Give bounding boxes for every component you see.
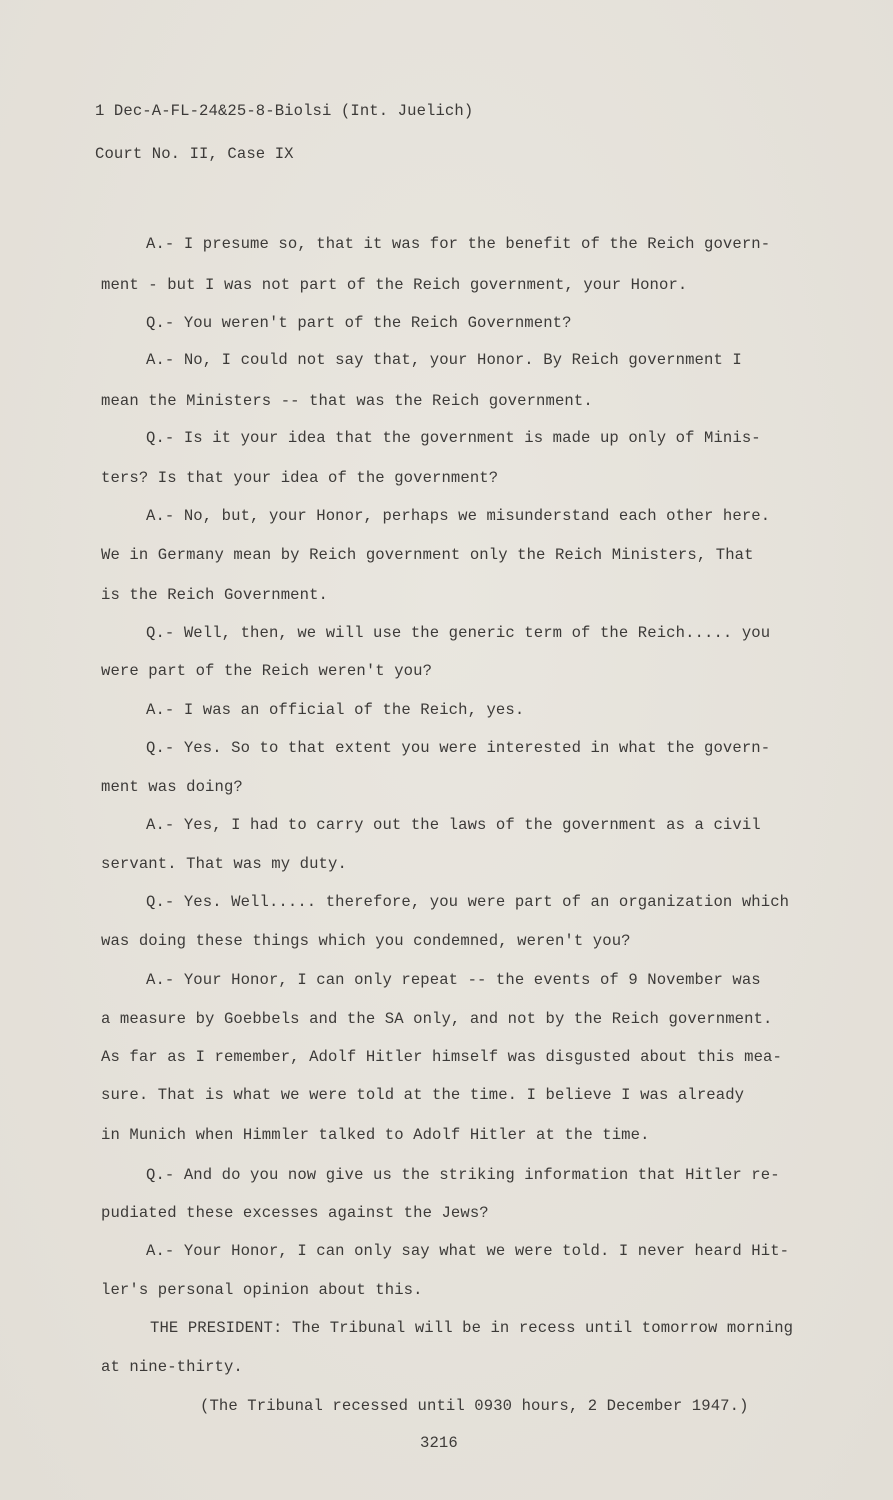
transcript-line: servant. That was my duty. xyxy=(101,855,347,873)
transcript-line: in Munich when Himmler talked to Adolf Hitler at the time. xyxy=(101,1126,650,1144)
transcript-line: a measure by Goebbels and the SA only, and not by the Reich government. xyxy=(101,1010,773,1028)
transcript-line: A.- Yes, I had to carry out the laws of the government as a civil xyxy=(146,816,761,834)
transcript-line: A.- Your Honor, I can only repeat -- the events of 9 November was xyxy=(146,971,761,989)
transcript-line: Q.- Is it your idea that the government is made up only of Minis- xyxy=(146,429,761,447)
transcript-line: Q.- You weren't part of the Reich Government? xyxy=(146,314,572,332)
transcript-line: were part of the Reich weren't you? xyxy=(101,662,433,680)
transcript-line: was doing these things which you condemned, weren't you? xyxy=(101,932,631,950)
transcript-line: A.- Your Honor, I can only say what we were told. I never heard Hit- xyxy=(146,1242,790,1260)
transcript-line: at nine-thirty. xyxy=(101,1358,243,1376)
page-number: 3216 xyxy=(420,1434,458,1452)
transcript-line: ment - but I was not part of the Reich government, your Honor. xyxy=(101,276,688,294)
transcript-line: Q.- Yes. Well..... therefore, you were part of an organization which xyxy=(146,893,790,911)
header-court: Court No. II, Case IX xyxy=(95,145,294,163)
transcript-line: A.- I was an official of the Reich, yes. xyxy=(146,701,525,719)
transcript-line: pudiated these excesses against the Jews? xyxy=(101,1204,489,1222)
transcript-line: mean the Ministers -- that was the Reich government. xyxy=(101,392,593,410)
transcript-line: is the Reich Government. xyxy=(101,586,328,604)
transcript-line: sure. That is what we were told at the time. I believe I was already xyxy=(101,1086,745,1104)
transcript-line: ler's personal opinion about this. xyxy=(101,1281,423,1299)
header-docket: 1 Dec-A-FL-24&25-8-Biolsi (Int. Juelich) xyxy=(95,102,474,120)
transcript-line: Q.- Yes. So to that extent you were interested in what the govern- xyxy=(146,739,771,757)
transcript-line: We in Germany mean by Reich government only the Reich Ministers, That xyxy=(101,546,754,564)
transcript-line: A.- No, I could not say that, your Honor. By Reich government I xyxy=(146,351,742,369)
transcript-line: A.- I presume so, that it was for the benefit of the Reich govern- xyxy=(146,235,771,253)
transcript-line: ment was doing? xyxy=(101,778,243,796)
recess-note: (The Tribunal recessed until 0930 hours, 2 December 1947.) xyxy=(200,1397,749,1415)
transcript-line: Q.- And do you now give us the striking information that Hitler re- xyxy=(146,1166,780,1184)
transcript-line: A.- No, but, your Honor, perhaps we misunderstand each other here. xyxy=(146,507,771,525)
transcript-line: ters? Is that your idea of the government? xyxy=(101,469,499,487)
transcript-line: THE PRESIDENT: The Tribunal will be in recess until tomorrow morning xyxy=(150,1319,794,1337)
transcript-line: Q.- Well, then, we will use the generic term of the Reich..... you xyxy=(146,624,771,642)
transcript-line: As far as I remember, Adolf Hitler himself was disgusted about this mea- xyxy=(101,1048,782,1066)
